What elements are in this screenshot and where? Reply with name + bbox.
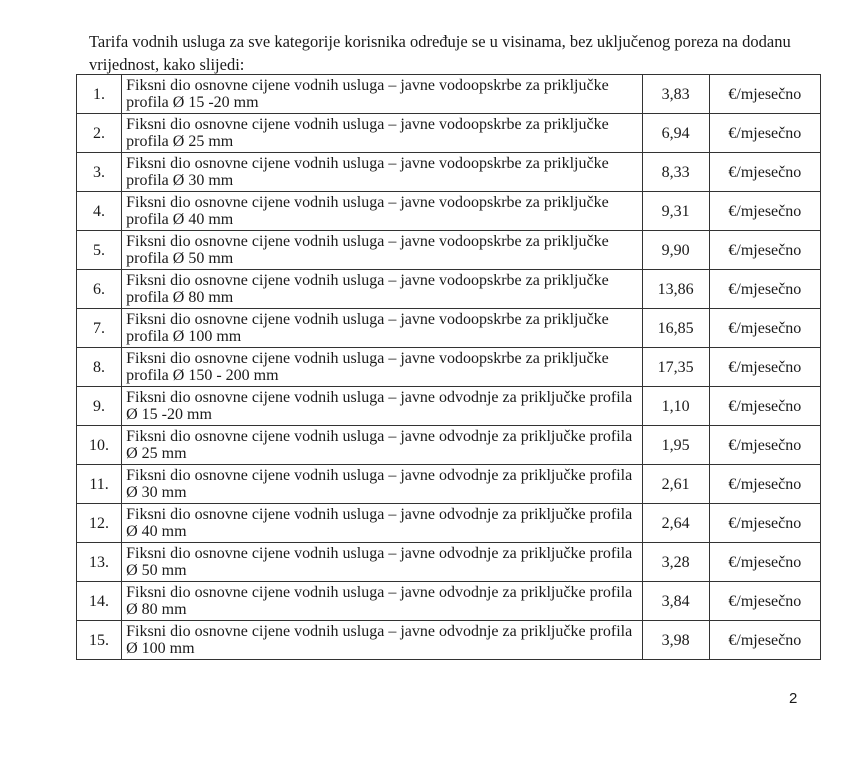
table-row [77, 153, 821, 192]
row-description: Fiksni dio osnovne cijene vodnih usluga – javne odvodnje za priključke profila Ø 30 mm [122, 465, 642, 504]
row-description: Fiksni dio osnovne cijene vodnih usluga – javne odvodnje za priključke profila Ø 100 mm [122, 621, 642, 660]
table-row [77, 621, 821, 660]
row-description: Fiksni dio osnovne cijene vodnih usluga – javne vodoopskrbe za priključke profila Ø 30 mm [122, 153, 642, 192]
row-unit: €/mjesečno [709, 231, 820, 270]
row-value: 16,85 [642, 309, 709, 348]
row-number: 5. [77, 231, 122, 270]
tariff-table-body [77, 75, 821, 660]
table-row [77, 543, 821, 582]
row-number: 6. [77, 270, 122, 309]
row-value: 1,95 [642, 426, 709, 465]
row-number: 14. [77, 582, 122, 621]
table-row [77, 426, 821, 465]
row-number: 8. [77, 348, 122, 387]
row-description: Fiksni dio osnovne cijene vodnih usluga – javne odvodnje za priključke profila Ø 15 -20 mm [122, 387, 642, 426]
row-number: 10. [77, 426, 122, 465]
row-number: 9. [77, 387, 122, 426]
table-row [77, 504, 821, 543]
table-row [77, 582, 821, 621]
table-row [77, 75, 821, 114]
row-value: 3,98 [642, 621, 709, 660]
row-description: Fiksni dio osnovne cijene vodnih usluga – javne vodoopskrbe za priključke profila Ø 25 mm [122, 114, 642, 153]
row-number: 2. [77, 114, 122, 153]
table-row [77, 192, 821, 231]
row-description: Fiksni dio osnovne cijene vodnih usluga – javne vodoopskrbe za priključke profila Ø 80 mm [122, 270, 642, 309]
row-number: 13. [77, 543, 122, 582]
row-description: Fiksni dio osnovne cijene vodnih usluga – javne odvodnje za priključke profila Ø 80 mm [122, 582, 642, 621]
row-value: 2,61 [642, 465, 709, 504]
row-unit: €/mjesečno [709, 621, 820, 660]
row-unit: €/mjesečno [709, 504, 820, 543]
row-value: 13,86 [642, 270, 709, 309]
table-row [77, 309, 821, 348]
row-value: 9,90 [642, 231, 709, 270]
row-unit: €/mjesečno [709, 75, 820, 114]
row-unit: €/mjesečno [709, 543, 820, 582]
row-number: 1. [77, 75, 122, 114]
row-unit: €/mjesečno [709, 348, 820, 387]
row-unit: €/mjesečno [709, 465, 820, 504]
row-number: 7. [77, 309, 122, 348]
row-value: 8,33 [642, 153, 709, 192]
row-number: 12. [77, 504, 122, 543]
row-description: Fiksni dio osnovne cijene vodnih usluga – javne odvodnje za priključke profila Ø 40 mm [122, 504, 642, 543]
row-description: Fiksni dio osnovne cijene vodnih usluga – javne vodoopskrbe za priključke profila Ø 15 -20 mm [122, 75, 642, 114]
table-row [77, 387, 821, 426]
row-value: 17,35 [642, 348, 709, 387]
row-description: Fiksni dio osnovne cijene vodnih usluga – javne vodoopskrbe za priključke profila Ø 40 mm [122, 192, 642, 231]
row-description: Fiksni dio osnovne cijene vodnih usluga – javne odvodnje za priključke profila Ø 50 mm [122, 543, 642, 582]
row-description: Fiksni dio osnovne cijene vodnih usluga – javne vodoopskrbe za priključke profila Ø 50 mm [122, 231, 642, 270]
row-description: Fiksni dio osnovne cijene vodnih usluga – javne vodoopskrbe za priključke profila Ø 100 mm [122, 309, 642, 348]
row-number: 11. [77, 465, 122, 504]
row-value: 9,31 [642, 192, 709, 231]
table-row [77, 348, 821, 387]
row-value: 3,28 [642, 543, 709, 582]
table-row [77, 270, 821, 309]
row-number: 3. [77, 153, 122, 192]
page-number: 2 [789, 690, 798, 707]
row-value: 1,10 [642, 387, 709, 426]
table-row [77, 114, 821, 153]
row-unit: €/mjesečno [709, 426, 820, 465]
row-number: 4. [77, 192, 122, 231]
row-value: 6,94 [642, 114, 709, 153]
intro-paragraph: Tarifa vodnih usluga za sve kategorije korisnika određuje se u visinama, bez uključenog poreza na dodanu vrijednost, kako slijedi: [89, 31, 791, 74]
row-value: 3,83 [642, 75, 709, 114]
row-unit: €/mjesečno [709, 114, 820, 153]
row-description: Fiksni dio osnovne cijene vodnih usluga – javne vodoopskrbe za priključke profila Ø 150 - 200 mm [122, 348, 642, 387]
row-description: Fiksni dio osnovne cijene vodnih usluga – javne odvodnje za priključke profila Ø 25 mm [122, 426, 642, 465]
row-value: 3,84 [642, 582, 709, 621]
tariff-table [76, 74, 821, 660]
row-unit: €/mjesečno [709, 309, 820, 348]
table-row [77, 231, 821, 270]
row-value: 2,64 [642, 504, 709, 543]
row-unit: €/mjesečno [709, 387, 820, 426]
row-unit: €/mjesečno [709, 270, 820, 309]
table-row [77, 465, 821, 504]
row-unit: €/mjesečno [709, 153, 820, 192]
row-number: 15. [77, 621, 122, 660]
row-unit: €/mjesečno [709, 192, 820, 231]
row-unit: €/mjesečno [709, 582, 820, 621]
